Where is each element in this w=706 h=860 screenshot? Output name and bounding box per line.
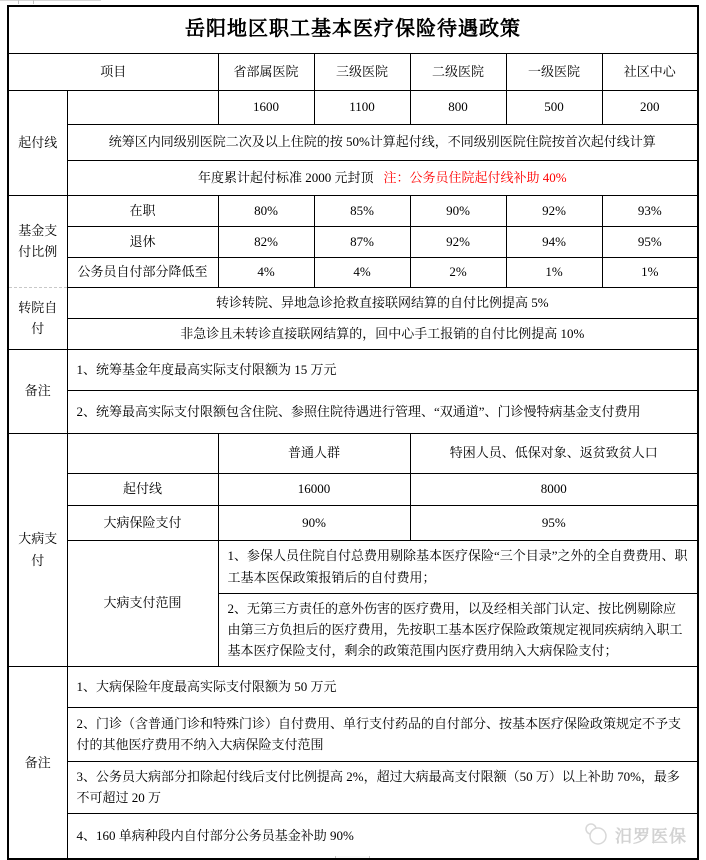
section-label-notes-major: 备注	[8, 666, 67, 859]
deductible-value: 1100	[314, 90, 410, 124]
empty-cell	[67, 433, 218, 473]
ratio-value: 87%	[314, 226, 410, 257]
mi-value: 95%	[410, 505, 698, 540]
ratio-value: 82%	[218, 226, 314, 257]
screenshot-artifact-tick	[33, 0, 34, 4]
header-hospital-tier3: 三级医院	[314, 53, 410, 90]
ratio-value: 85%	[314, 195, 410, 226]
page-title: 岳阳地区职工基本医疗保险待遇政策	[8, 6, 698, 53]
note-item: 1、大病保险年度最高实际支付限额为 50 万元	[67, 666, 698, 707]
mi-scope-item: 1、参保人员住院自付总费用剔除基本医疗保险“三个目录”之外的全自费费用、职工基本医保政策报销后的自付费用；	[218, 540, 698, 593]
note-item: 1、统筹基金年度最高实际支付限额为 15 万元	[67, 349, 698, 390]
deductible-cap-text: 年度累计起付标准 2000 元封顶	[197, 169, 374, 185]
ratio-value: 2%	[410, 257, 506, 287]
deductible-value: 200	[602, 90, 698, 124]
deductible-value: 800	[410, 90, 506, 124]
ratio-value: 1%	[602, 257, 698, 287]
screenshot-artifact-gridline	[0, 0, 101, 1]
deductible-value: 500	[506, 90, 602, 124]
deductible-cap-note	[67, 160, 698, 195]
screenshot-artifact-tick	[18, 0, 19, 4]
ratio-value: 4%	[314, 257, 410, 287]
note-item: 2、统筹最高实际支付限额包含住院、参照住院待遇进行管理、“双通道”、门诊慢特病基金支付费用	[67, 390, 698, 433]
ratio-value: 92%	[410, 226, 506, 257]
row-label-active: 在职	[67, 195, 218, 226]
mi-scope-item: 2、无第三方责任的意外伤害的医疗费用，以及经相关部门认定、按比例剔除应由第三方负担后的医疗费用，先按职工基本医疗保险政策规定视同疾病纳入职工基本医疗保险支付，剩余的政策范围内医疗费用纳入大病保险支付；	[218, 593, 698, 666]
header-hospital-provincial: 省部属医院	[218, 53, 314, 90]
section-label-transfer: 转院自付	[8, 287, 67, 349]
ratio-value: 80%	[218, 195, 314, 226]
ratio-value: 94%	[506, 226, 602, 257]
group-header-poverty: 特困人员、低保对象、返贫致贫人口	[410, 433, 698, 473]
row-label-mi-payment: 大病保险支付	[67, 505, 218, 540]
header-item: 项目	[8, 53, 218, 90]
note-item: 4、160 单病种段内自付部分公务员基金补助 90%	[67, 813, 698, 859]
civil-servant-subsidy-note: 注：公务员住院起付线补助 40%	[383, 169, 567, 185]
ratio-value: 1%	[506, 257, 602, 287]
row-label-civil-servant-copay: 公务员自付部分降低至	[67, 257, 218, 287]
ratio-value: 93%	[602, 195, 698, 226]
mi-value: 90%	[218, 505, 410, 540]
transfer-rule: 非急诊且未转诊直接联网结算的，回中心手工报销的自付比例提高 10%	[67, 318, 698, 349]
ratio-value: 90%	[410, 195, 506, 226]
empty-cell	[67, 90, 218, 124]
section-label-fund-ratio: 基金支付比例	[8, 195, 67, 287]
ratio-value: 4%	[218, 257, 314, 287]
row-label-mi-deductible: 起付线	[67, 473, 218, 505]
section-label-deductible: 起付线	[8, 90, 67, 195]
deductible-rule: 统筹区内同级别医院二次及以上住院的按 50%计算起付线，不同级别医院住院按首次起付线计算	[67, 124, 698, 160]
section-label-major-illness: 大病支付	[8, 433, 67, 666]
ratio-value: 92%	[506, 195, 602, 226]
header-community-center: 社区中心	[602, 53, 698, 90]
deductible-value: 1600	[218, 90, 314, 124]
row-label-mi-scope: 大病支付范围	[67, 540, 218, 666]
mi-value: 16000	[218, 473, 410, 505]
insurance-policy-table	[7, 5, 699, 860]
group-header-general: 普通人群	[218, 433, 410, 473]
header-hospital-tier1: 一级医院	[506, 53, 602, 90]
note-item: 3、公务员大病部分扣除起付线后支付比例提高 2%，超过大病最高支付限额（50 万）以上补助 70%，最多不可超过 20 万	[67, 761, 698, 813]
section-label-notes-basic: 备注	[8, 349, 67, 433]
transfer-rule: 转诊转院、异地急诊抢救直接联网结算的自付比例提高 5%	[67, 287, 698, 318]
ratio-value: 95%	[602, 226, 698, 257]
mi-value: 8000	[410, 473, 698, 505]
header-hospital-tier2: 二级医院	[410, 53, 506, 90]
note-item: 2、门诊（含普通门诊和特殊门诊）自付费用、单行支付药品的自付部分、按基本医疗保险政策规定不予支付的其他医疗费用不纳入大病保险支付范围	[67, 707, 698, 761]
row-label-retired: 退休	[67, 226, 218, 257]
watermark-text: 汨罗医保	[615, 826, 687, 846]
